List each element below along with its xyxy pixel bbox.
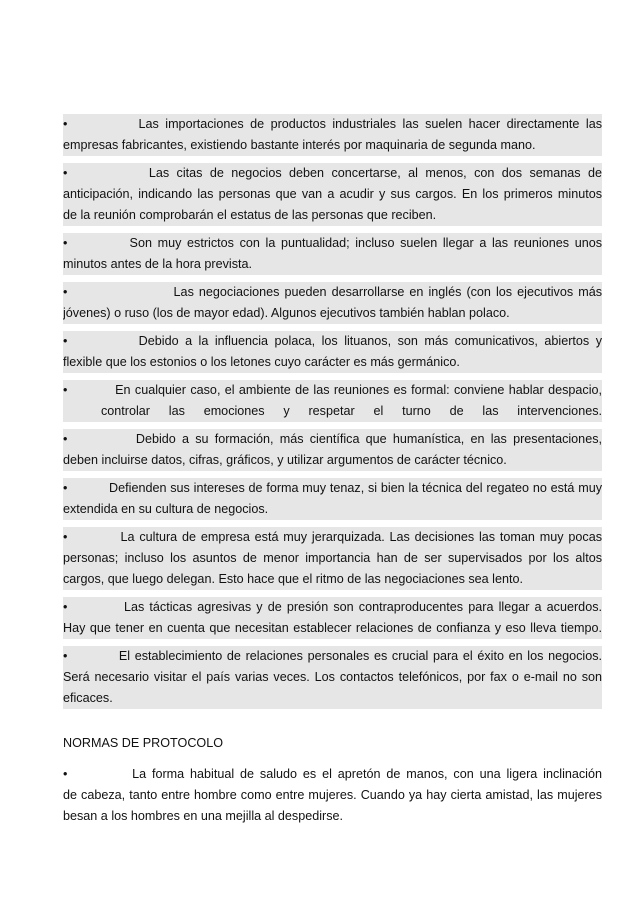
section-gap (63, 716, 602, 733)
document-page (63, 114, 602, 834)
text-line: • Las importaciones de productos industriales las suelen hacer directamente las (63, 114, 602, 135)
bullet-item (63, 527, 602, 590)
bullet-item (63, 331, 602, 373)
text-line: personas; incluso los asuntos de menor importancia han de ser supervisados por los altos (63, 548, 602, 569)
section-heading: NORMAS DE PROTOCOLO (63, 736, 224, 750)
text-line: • Las tácticas agresivas y de presión son contraproducentes para llegar a acuerdos. (63, 597, 602, 618)
text-line: extendida en su cultura de negocios. (63, 499, 602, 520)
text-line: • Debido a la influencia polaca, los lituanos, son más comunicativos, abiertos y (63, 331, 602, 352)
text-line: • El establecimiento de relaciones personales es crucial para el éxito en los negocios. (63, 646, 602, 667)
bullet-item (63, 478, 602, 520)
text-line: de la reunión comprobarán el estatus de las personas que reciben. (63, 205, 602, 226)
text-line: Será necesario visitar el país varias veces. Los contactos telefónicos, por fax o e-mail no son (63, 667, 602, 688)
text-line: cargos, que luego delegan. Esto hace que el ritmo de las negociaciones sea lento. (63, 569, 602, 590)
text-line: • En cualquier caso, el ambiente de las reuniones es formal: conviene hablar despacio, (63, 380, 602, 401)
text-line: empresas fabricantes, existiendo bastante interés por maquinaria de segunda mano. (63, 135, 602, 156)
bullet-item (63, 429, 602, 471)
text-line: jóvenes) o ruso (los de mayor edad). Algunos ejecutivos también hablan polaco. (63, 303, 602, 324)
text-line: Hay que tener en cuenta que necesitan establecer relaciones de confianza y eso lleva tiempo. (63, 618, 602, 639)
bullet-item (63, 282, 602, 324)
text-line: • La forma habitual de saludo es el apretón de manos, con una ligera inclinación (63, 767, 602, 781)
text-line: • Las negociaciones pueden desarrollarse en inglés (con los ejecutivos más (63, 282, 602, 303)
bullet-item (63, 380, 602, 422)
text-line: controlar las emociones y respetar el turno de las intervenciones. (63, 401, 602, 422)
text-line: • Debido a su formación, más científica que humanística, en las presentaciones, (63, 429, 602, 450)
text-line: • Son muy estrictos con la puntualidad; incluso suelen llegar a las reuniones unos (63, 233, 602, 254)
text-line: anticipación, indicando las personas que van a acudir y sus cargos. En los primeros minutos (63, 184, 602, 205)
text-line: • Las citas de negocios deben concertarse, al menos, con dos semanas de (63, 163, 602, 184)
bullet-item (63, 114, 602, 156)
text-line: de cabeza, tanto entre hombre como entre mujeres. Cuando ya hay cierta amistad, las mujeres (63, 788, 602, 802)
text-line: deben incluirse datos, cifras, gráficos, y utilizar argumentos de carácter técnico. (63, 450, 602, 471)
bullet-item (63, 764, 602, 827)
text-line: eficaces. (63, 688, 602, 709)
bullet-item (63, 597, 602, 639)
text-line: • La cultura de empresa está muy jerarquizada. Las decisiones las toman muy pocas (63, 527, 602, 548)
bullet-item (63, 646, 602, 709)
text-line: • Defienden sus intereses de forma muy tenaz, si bien la técnica del regateo no está muy (63, 478, 602, 499)
bullet-item (63, 233, 602, 275)
text-line: flexible que los estonios o los letones cuyo carácter es más germánico. (63, 352, 602, 373)
text-line: besan a los hombres en una mejilla al despedirse. (63, 809, 344, 823)
bullet-item (63, 163, 602, 226)
text-line: minutos antes de la hora prevista. (63, 254, 602, 275)
